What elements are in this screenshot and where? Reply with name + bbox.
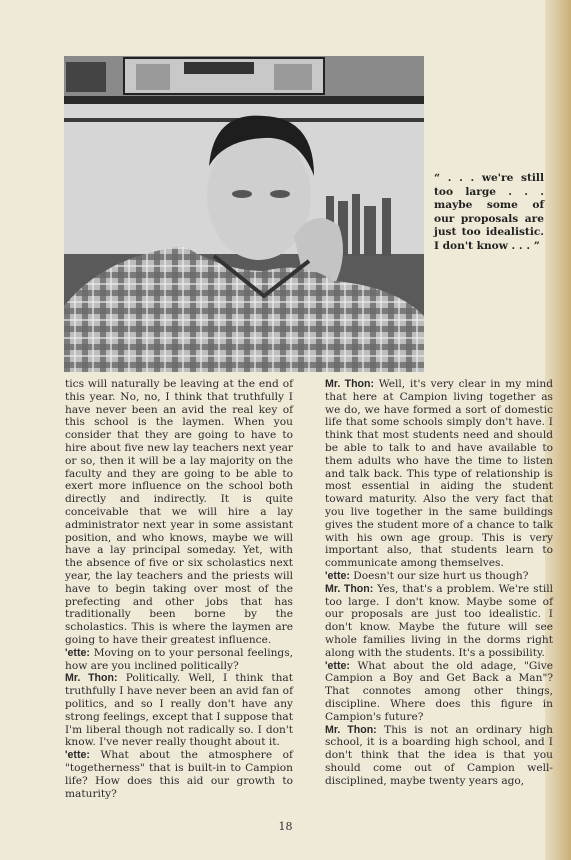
paragraph: 'ette: What about the old adage, "Give Campion a Boy and Get Back a Man"? That connotes among other things, discipline. Where does this figure in Campion's future? xyxy=(325,659,553,723)
page-number: 18 xyxy=(278,820,293,833)
paragraph: tics will naturally be leaving at the end of this year. No, no, I think that truthfully I have never been an avid the real key of this school is the laymen. When you consider that they are going to have to hire about five new lay teachers next year or so, then it will be a lay majority on the faculty and they are going to be able to exert more influence on the school both directly and indirectly. It is quite conceivable that we will hire a lay administrator next year in some assistant position, and who knows, maybe we will have a lay principal someday. Yet, with the absence of five or six scholastics next year, the lay teachers and the priests will have to begin taking over most of the prefecting and other jobs that has traditionally been borne by the scholastics. This is where the laymen are going to have their greatest influence. xyxy=(65,378,293,646)
paragraph: 'ette: Doesn't our size hurt us though? xyxy=(325,569,529,582)
speaker-label: Mr. Thon: xyxy=(325,723,377,736)
speaker-label: 'ette: xyxy=(325,569,350,582)
right-column xyxy=(325,378,553,788)
paragraph: Mr. Thon: This is not an ordinary high school, it is a boarding high school, and I don't think that the idea is that you should come out of Campion well-disciplined, maybe twenty years ago, xyxy=(325,723,553,787)
speaker-label: 'ette: xyxy=(65,646,90,659)
paragraph: Mr. Thon: Yes, that's a problem. We're still too large. I don't know. Maybe some of our proposals are just too idealistic. I don't know. Maybe the future will see whole families living in the dorms right along with the students. It's a possibility. xyxy=(325,582,553,659)
paragraph: Mr. Thon: Politically. Well, I think that truthfully I have never been an avid fan of politics, and so I really don't have any strong feelings, except that I suppose that I'm liberal though not radically so. I don't know. I've never really thought about it. xyxy=(65,672,293,749)
photo-illustration xyxy=(64,56,424,372)
left-column xyxy=(65,378,293,800)
speaker-label: 'ette: xyxy=(325,659,350,672)
paragraph: Mr. Thon: Well, it's very clear in my mind that here at Campion living together as we do, we have formed a sort of domestic life that some schools simply don't have. I think that most students need and should be able to talk to and have available to them adults who have the time to listen and talk back. This type of relationship is most essential in aiding the student toward maturity. Also the very fact that you live together in the same buildings gives the student more of a chance to talk with his own age group. This is very important also, that students learn to communicate among themselves. xyxy=(325,378,553,570)
photo-man-portrait xyxy=(64,56,424,372)
paragraph: 'ette: What about the atmosphere of "togetherness" that is built-in to Campion life? How does this aid our growth to maturity? xyxy=(65,749,293,800)
speaker-label: Mr. Thon: xyxy=(65,672,118,685)
speaker-label: 'ette: xyxy=(65,749,90,762)
speaker-label: Mr. Thon: xyxy=(325,378,375,390)
paragraph: 'ette: Moving on to your personal feelings, how are you inclined politically? xyxy=(65,646,293,672)
pull-quote: “ . . . we're still too large . . . maybe some of our proposals are just too idealistic. I don't know . . . ” xyxy=(434,172,544,252)
speaker-label: Mr. Thon: xyxy=(325,582,374,595)
